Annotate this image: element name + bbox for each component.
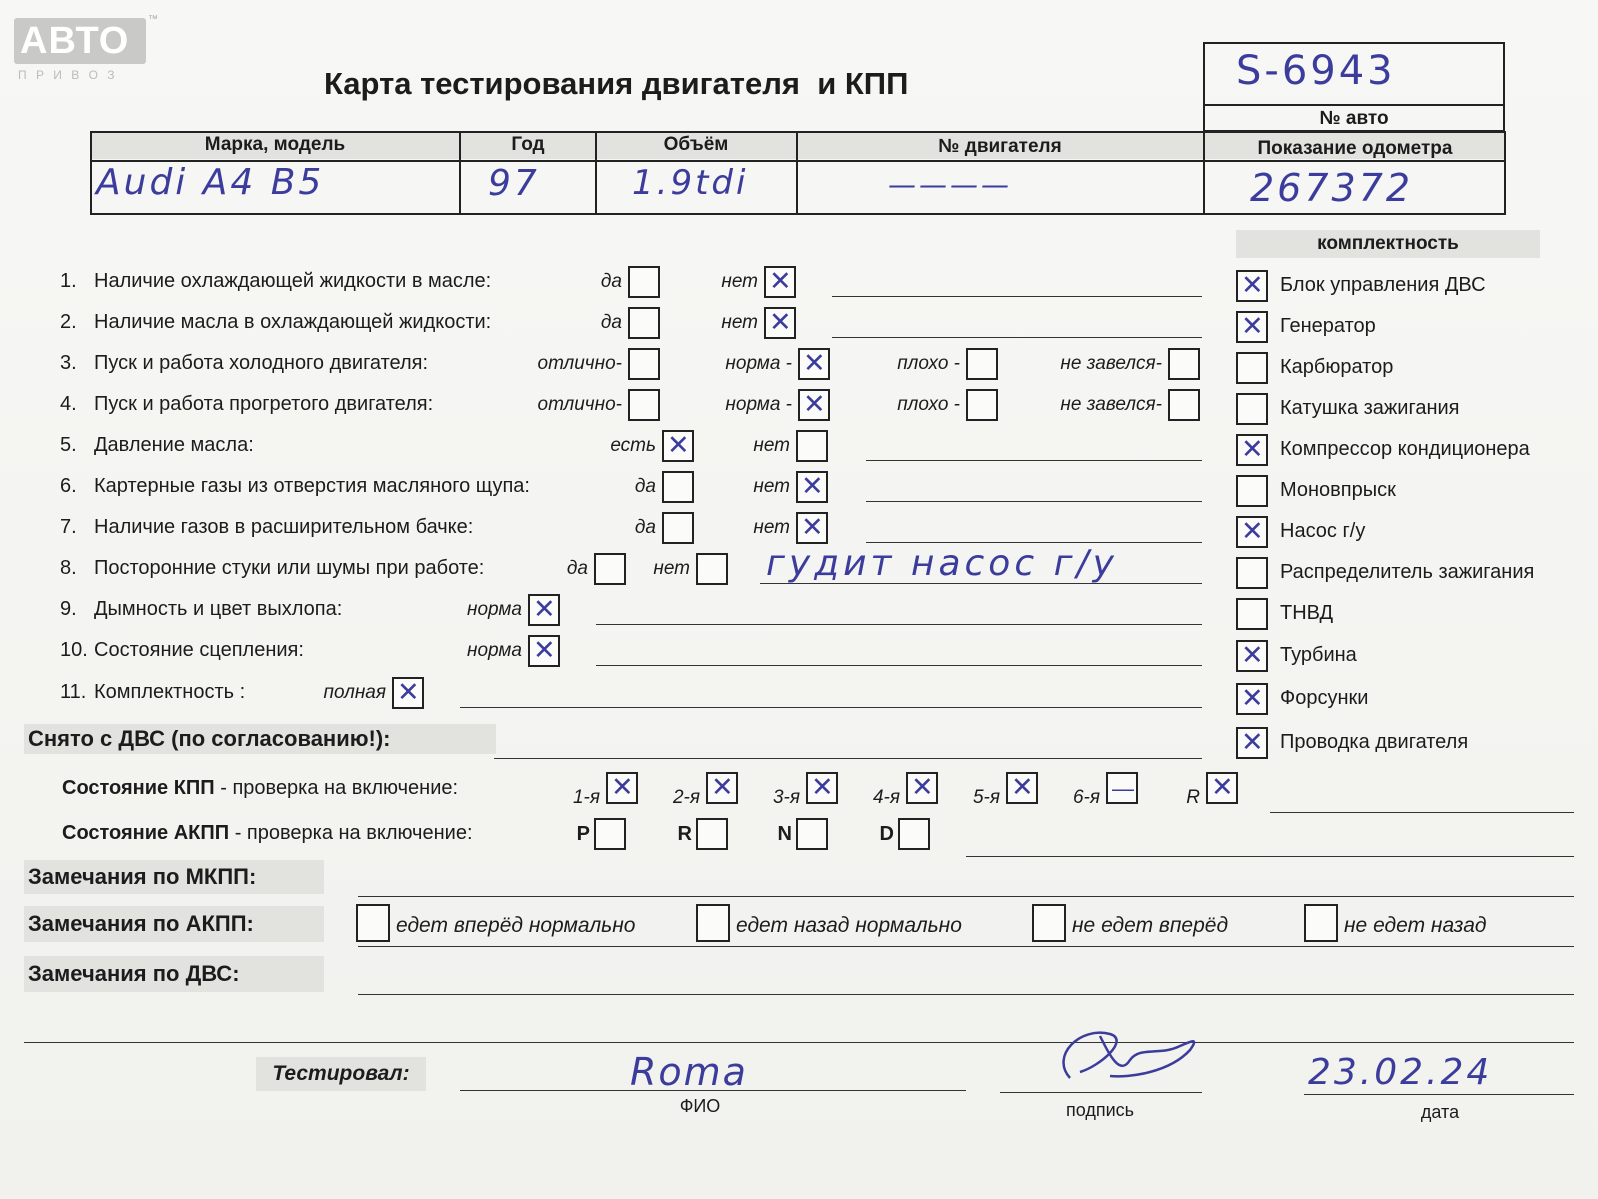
signature-line [1000,1092,1202,1093]
check-option-label: нет [753,517,790,538]
check-label: Состояние сцепления: [94,639,304,661]
auto-position-label: N [777,823,792,845]
check-label: Наличие масла в охлаждающей жидкости: [94,311,492,333]
check-option-label: плохо - [897,394,960,415]
date-line [1304,1094,1574,1095]
auto-position-checkbox[interactable] [696,818,728,850]
completeness-checkbox[interactable] [1236,516,1268,548]
remarks-extra-line [24,1042,1574,1043]
logo-subtitle: П Р И В О З [18,68,118,82]
odometer-label: Показание одометра [1257,138,1453,159]
completeness-item-label: Карбюратор [1280,356,1394,378]
manual-gearbox-label [62,777,458,800]
check-option-checkbox[interactable] [628,348,660,380]
completeness-checkbox[interactable] [1236,270,1268,302]
completeness-checkbox[interactable] [1236,727,1268,759]
year-label: Год [511,134,545,155]
check-number: 7. [60,516,77,538]
auto-position-label: D [879,823,894,845]
check-option-checkbox[interactable] [392,677,424,709]
check-label: Картерные газы из отверстия масляного щупа: [94,475,530,497]
remarks-akpp-label: Замечания по АКПП: [24,906,324,942]
completeness-item-label: Распределитель зажигания [1280,561,1535,583]
check-option-checkbox[interactable] [764,266,796,298]
akpp-remark-label: едет назад нормально [736,914,962,937]
check-notes-line [460,707,1202,708]
check-label: Наличие охлаждающей жидкости в масле: [94,270,492,292]
auto-position-checkbox[interactable] [594,818,626,850]
check-number: 9. [60,598,77,620]
check-option-label: норма [467,640,522,661]
auto-position-checkbox[interactable] [898,818,930,850]
check-number: 6. [60,475,77,497]
volume-label: Объём [663,134,729,155]
check-label: Пуск и работа прогретого двигателя: [94,393,434,415]
check-option-label: да [600,271,622,292]
date-value: 23.02.24 [1308,1052,1493,1093]
check-option-label: полная [323,682,386,703]
gear-checkbox[interactable] [1006,772,1038,804]
page-title: Карта тестирования двигателя и КПП [324,66,909,101]
check-number: 10. [60,639,88,661]
completeness-checkbox[interactable] [1236,311,1268,343]
check-option-checkbox[interactable] [528,594,560,626]
check-option-checkbox[interactable] [796,512,828,544]
completeness-item-label: Насос г/у [1280,520,1366,542]
check-number: 8. [60,557,77,579]
check-option-checkbox[interactable] [662,512,694,544]
check-option-label: не завелся- [1060,353,1162,374]
akpp-remark-label: едет вперёд нормально [396,914,636,937]
check-option-label: норма - [725,394,792,415]
check-notes-line [832,337,1202,338]
odometer-value: 267372 [1250,166,1414,210]
auto-gearbox-line [966,856,1574,857]
auto-gearbox-desc: - проверка на включение: [229,822,473,844]
gear-checkbox[interactable] [1206,772,1238,804]
check-option-label: норма [467,599,522,620]
akpp-remark-checkbox[interactable] [1032,904,1066,942]
check-option-label: да [600,312,622,333]
check-option-label: нет [721,312,758,333]
check-label: Дымность и цвет выхлопа: [94,598,343,620]
check-label: Наличие газов в расширительном бачке: [94,516,474,538]
completeness-item-label: Форсунки [1280,687,1369,709]
check-option-checkbox[interactable] [966,348,998,380]
akpp-remark-label: не едет назад [1344,914,1487,937]
gear-checkbox[interactable] [1106,772,1138,804]
remarks-akpp-line [358,946,1574,947]
check-label: Давление масла: [94,434,254,456]
check-option-label: плохо - [897,353,960,374]
auto-number-value: S-6943 [1236,48,1396,94]
manual-gearbox-title: Состояние КПП [62,777,215,799]
signature-image [1040,1016,1220,1096]
check-option-checkbox[interactable] [662,430,694,462]
year-value: 97 [488,163,540,204]
gear-label: R [1186,787,1200,808]
check-number: 1. [60,270,77,292]
logo [14,14,158,84]
check-option-checkbox[interactable] [764,307,796,339]
check-notes-line [596,624,1202,625]
remarks-mkpp-line [358,896,1574,897]
completeness-checkbox[interactable] [1236,475,1268,507]
check-option-checkbox[interactable] [798,389,830,421]
gear-label: 6-я [1072,787,1100,808]
check-note-handwritten: гудит насос г/у [766,543,1118,584]
completeness-checkbox[interactable] [1236,640,1268,672]
manual-gearbox-desc: - проверка на включение: [214,777,459,799]
tester-name-line [460,1090,966,1091]
check-notes-line [596,665,1202,666]
signature-caption: подпись [1065,1100,1135,1120]
gear-checkbox[interactable] [806,772,838,804]
check-option-checkbox[interactable] [628,389,660,421]
check-number: 5. [60,434,77,456]
engine-number-label: № двигателя [938,136,1062,157]
check-notes-line [866,460,1202,461]
auto-position-label: R [677,823,692,845]
gear-label: 2-я [672,787,700,808]
manual-gearbox-line [1270,812,1574,813]
check-option-label: норма - [725,353,792,374]
removed-line [494,758,1202,759]
auto-number-label: № авто [1319,108,1389,129]
check-option-label: нет [653,558,690,579]
check-option-label: есть [610,435,656,456]
gear-checkbox[interactable] [706,772,738,804]
make-label: Марка, модель [204,134,346,155]
completeness-checkbox[interactable] [1236,683,1268,715]
completeness-checkbox[interactable] [1236,557,1268,589]
check-number: 3. [60,352,77,374]
check-option-checkbox[interactable] [696,553,728,585]
gear-label: 1-я [572,787,600,808]
check-number: 2. [60,311,77,333]
check-option-label: да [566,558,588,579]
completeness-item-label: Генератор [1280,315,1376,337]
date-caption: дата [1420,1102,1460,1122]
check-label: Пуск и работа холодного двигателя: [94,352,429,374]
completeness-checkbox[interactable] [1236,598,1268,630]
check-option-label: отлично- [537,353,622,374]
akpp-remark-checkbox[interactable] [1304,904,1338,942]
check-option-label: нет [753,435,790,456]
completeness-checkbox[interactable] [1236,393,1268,425]
completeness-checkbox[interactable] [1236,434,1268,466]
remarks-dvs-line [358,994,1574,995]
gear-label: 4-я [872,787,900,808]
check-option-label: да [634,517,656,538]
check-option-checkbox[interactable] [798,348,830,380]
check-option-checkbox[interactable] [628,266,660,298]
check-option-checkbox[interactable] [796,471,828,503]
removed-label: Снято с ДВС (по согласованию!): [24,724,496,754]
engine-number-value: ———— [888,168,1012,201]
completeness-item-label: Блок управления ДВС [1280,274,1486,296]
tested-label: Тестировал: [256,1057,426,1091]
check-option-label: не завелся- [1060,394,1162,415]
auto-position-checkbox[interactable] [796,818,828,850]
remarks-mkpp-label: Замечания по МКПП: [24,860,324,894]
auto-gearbox-label [62,822,473,845]
logo-text: АВТО [20,20,130,62]
auto-number-divider [1203,104,1505,106]
gear-label: 5-я [972,787,1000,808]
check-label: Посторонние стуки или шумы при работе: [94,557,485,579]
gear-checkbox[interactable] [606,772,638,804]
logo-tm: ™ [148,14,158,25]
check-notes-line [832,296,1202,297]
check-option-label: нет [721,271,758,292]
tester-name-caption: ФИО [679,1096,721,1116]
check-number: 11. [60,681,87,703]
make-value: Audi A4 B5 [96,162,325,203]
check-option-checkbox[interactable] [1168,348,1200,380]
check-option-checkbox[interactable] [662,471,694,503]
check-option-checkbox[interactable] [528,635,560,667]
completeness-item-label: Турбина [1280,644,1357,666]
check-option-checkbox[interactable] [1168,389,1200,421]
check-number: 4. [60,393,77,415]
check-notes-line [866,501,1202,502]
completeness-title: комплектность [1236,230,1540,258]
completeness-item-label: Катушка зажигания [1280,397,1460,419]
auto-position-label: P [576,823,590,845]
remarks-dvs-label: Замечания по ДВС: [24,956,324,992]
signature-scribble-icon [1040,1016,1220,1096]
completeness-item-label: Проводка двигателя [1280,731,1469,753]
check-option-label: отлично- [537,394,622,415]
check-option-checkbox[interactable] [628,307,660,339]
gear-label: 3-я [772,787,800,808]
check-option-label: да [634,476,656,497]
completeness-checkbox[interactable] [1236,352,1268,384]
check-option-label: нет [753,476,790,497]
check-option-checkbox[interactable] [966,389,998,421]
akpp-remark-label: не едет вперёд [1072,914,1229,937]
gear-checkbox[interactable] [906,772,938,804]
akpp-remark-checkbox[interactable] [356,904,390,942]
volume-value: 1.9tdi [632,163,749,203]
check-option-checkbox[interactable] [594,553,626,585]
akpp-remark-checkbox[interactable] [696,904,730,942]
tester-name-value: Roma [630,1050,748,1094]
check-label: Комплектность : [94,681,246,703]
completeness-item-label: Моновпрыск [1280,479,1396,501]
check-option-checkbox[interactable] [796,430,828,462]
completeness-item-label: Компрессор кондиционера [1280,438,1530,460]
completeness-item-label: ТНВД [1280,602,1334,624]
auto-gearbox-title: Состояние АКПП [62,822,230,844]
